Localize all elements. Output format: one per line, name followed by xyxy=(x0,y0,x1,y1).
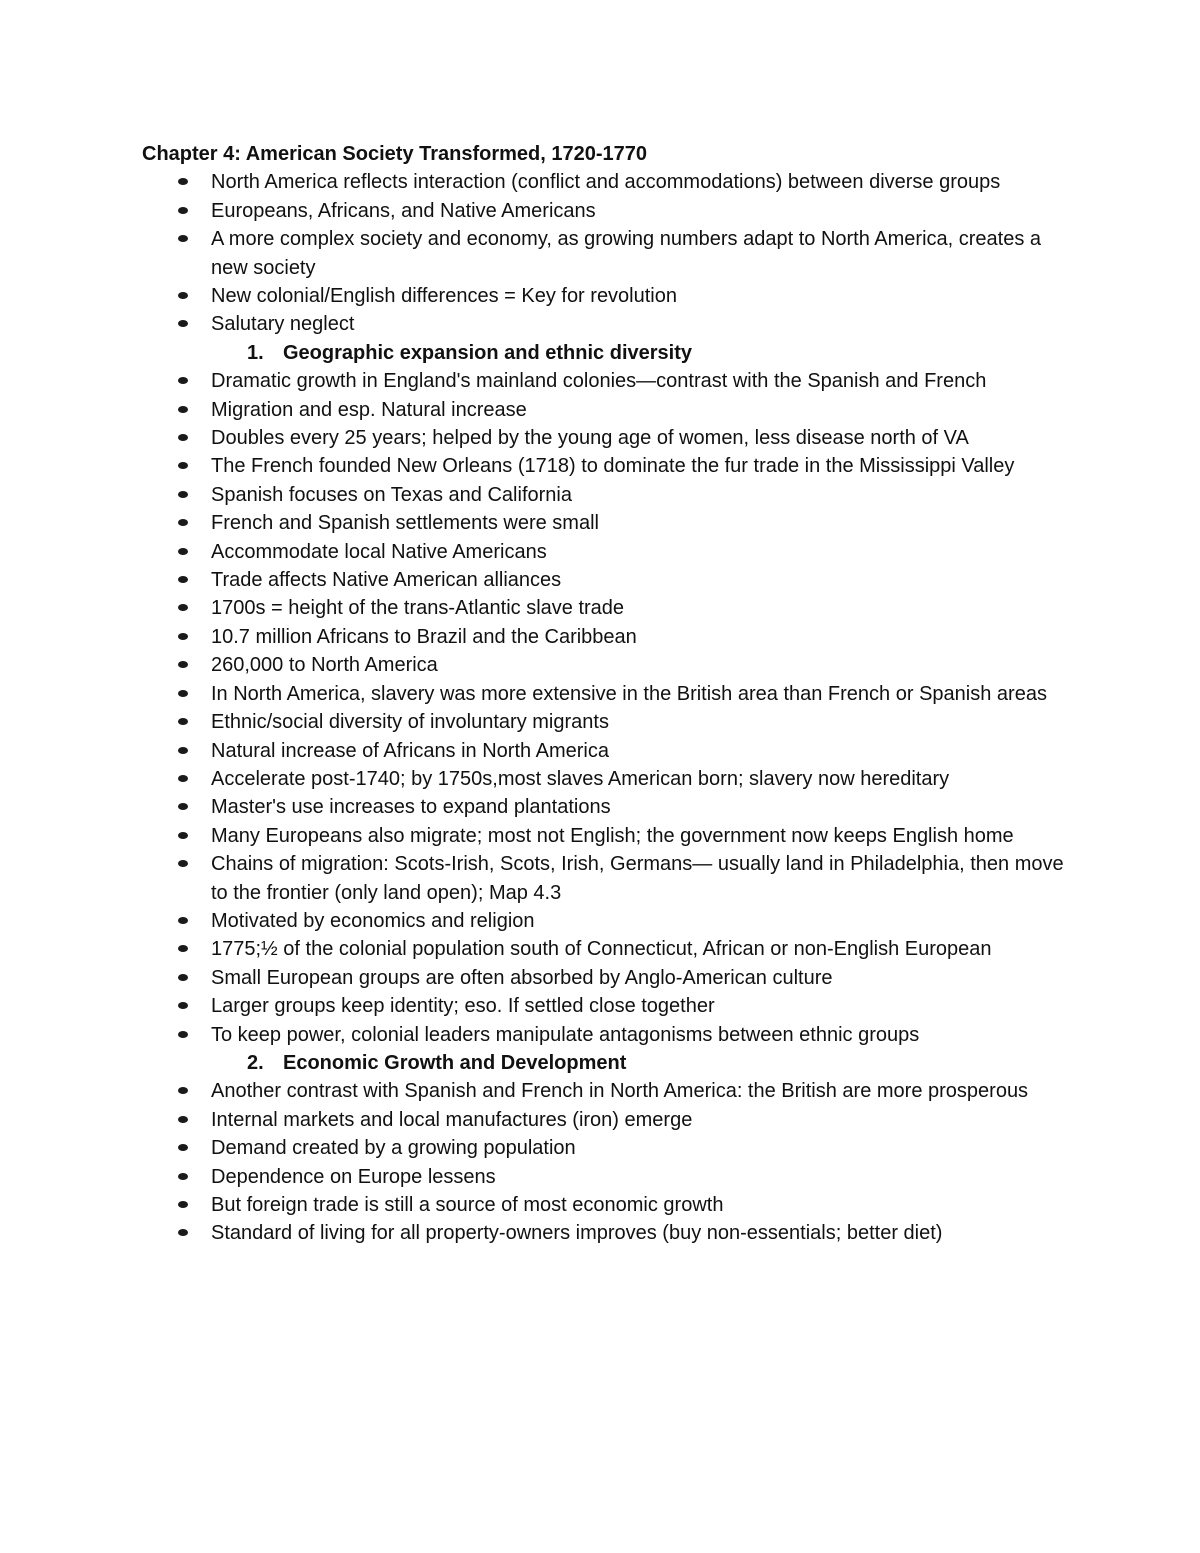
section-heading-1 xyxy=(142,339,1082,367)
bullet-text: A more complex society and economy, as growing numbers adapt to North America, creates a new society xyxy=(211,228,1042,279)
list-item xyxy=(142,623,1082,651)
list-item xyxy=(142,964,1082,992)
list-item xyxy=(142,651,1082,679)
bullet-icon xyxy=(178,1144,188,1151)
bullet-text: In North America, slavery was more extensive in the British area than French or Spanish areas xyxy=(211,682,1047,705)
section-number: 2. xyxy=(247,1051,264,1074)
list-item xyxy=(142,1191,1082,1219)
list-item xyxy=(142,1219,1082,1247)
bullet-icon xyxy=(178,207,188,214)
bullet-icon xyxy=(178,604,188,611)
section-heading-2 xyxy=(142,1049,1082,1077)
list-item xyxy=(142,708,1082,736)
list-item xyxy=(142,225,1082,282)
bullet-icon xyxy=(178,747,188,754)
bullet-text: To keep power, colonial leaders manipulate antagonisms between ethnic groups xyxy=(211,1023,920,1046)
bullet-text: Larger groups keep identity; eso. If settled close together xyxy=(211,995,715,1018)
bullet-text: Europeans, Africans, and Native Americans xyxy=(211,199,596,222)
bullet-icon xyxy=(178,519,188,526)
bullet-icon xyxy=(178,974,188,981)
bullet-text: Accommodate local Native Americans xyxy=(211,540,547,563)
bullet-icon xyxy=(178,320,188,327)
bullet-text: Demand created by a growing population xyxy=(211,1137,576,1160)
list-item xyxy=(142,310,1082,338)
list-item xyxy=(142,481,1082,509)
list-item xyxy=(142,566,1082,594)
bullet-text: Dependence on Europe lessens xyxy=(211,1165,496,1188)
bullet-icon xyxy=(178,718,188,725)
list-item xyxy=(142,1134,1082,1162)
bullet-text: Internal markets and local manufactures (iron) emerge xyxy=(211,1108,693,1131)
bullet-text: Many Europeans also migrate; most not English; the government now keeps English home xyxy=(211,824,1014,847)
list-item xyxy=(142,538,1082,566)
list-item xyxy=(142,509,1082,537)
bullet-text: Standard of living for all property-owners improves (buy non-essentials; better diet) xyxy=(211,1222,943,1245)
list-item xyxy=(142,1163,1082,1191)
bullet-icon xyxy=(178,1201,188,1208)
bullet-icon xyxy=(178,633,188,640)
bullet-icon xyxy=(178,235,188,242)
bullet-text: New colonial/English differences = Key for revolution xyxy=(211,285,677,308)
bullet-text: Doubles every 25 years; helped by the young age of women, less disease north of VA xyxy=(211,427,969,450)
list-item xyxy=(142,452,1082,480)
bullet-icon xyxy=(178,803,188,810)
bullet-text: Master's use increases to expand plantations xyxy=(211,796,611,819)
bullet-icon xyxy=(178,1087,188,1094)
bullet-text: Chains of migration: Scots-Irish, Scots, Irish, Germans— usually land in Philadelphia, then move to the frontier (only land open); Map 4.3 xyxy=(211,853,1064,904)
bullet-icon xyxy=(178,1173,188,1180)
bullet-icon xyxy=(178,860,188,867)
section-2-bullet-list xyxy=(142,1077,1082,1247)
bullet-text: 1775;½ of the colonial population south of Connecticut, African or non-English European xyxy=(211,938,992,961)
list-item xyxy=(142,793,1082,821)
bullet-icon xyxy=(178,377,188,384)
list-item xyxy=(142,992,1082,1020)
bullet-icon xyxy=(178,462,188,469)
bullet-icon xyxy=(178,917,188,924)
list-item xyxy=(142,282,1082,310)
bullet-text: North America reflects interaction (conflict and accommodations) between diverse groups xyxy=(211,171,1001,194)
section-number: 1. xyxy=(247,341,264,364)
bullet-icon xyxy=(178,178,188,185)
section-1-bullet-list xyxy=(142,367,1082,1049)
section-title: Economic Growth and Development xyxy=(283,1051,627,1074)
bullet-icon xyxy=(178,775,188,782)
list-item xyxy=(142,367,1082,395)
bullet-icon xyxy=(178,690,188,697)
bullet-text: Accelerate post-1740; by 1750s,most slaves American born; slavery now hereditary xyxy=(211,767,950,790)
bullet-icon xyxy=(178,491,188,498)
list-item xyxy=(142,765,1082,793)
bullet-text: Migration and esp. Natural increase xyxy=(211,398,527,421)
bullet-text: Natural increase of Africans in North America xyxy=(211,739,609,762)
bullet-text: 1700s = height of the trans-Atlantic slave trade xyxy=(211,597,625,620)
bullet-icon xyxy=(178,292,188,299)
bullet-icon xyxy=(178,406,188,413)
list-item xyxy=(142,907,1082,935)
bullet-text: But foreign trade is still a source of most economic growth xyxy=(211,1194,724,1217)
list-item xyxy=(142,197,1082,225)
list-item xyxy=(142,737,1082,765)
bullet-icon xyxy=(178,945,188,952)
bullet-icon xyxy=(178,1229,188,1236)
list-item xyxy=(142,1077,1082,1105)
bullet-text: French and Spanish settlements were small xyxy=(211,512,599,535)
list-item xyxy=(142,935,1082,963)
bullet-text: Salutary neglect xyxy=(211,313,355,336)
bullet-text: Spanish focuses on Texas and California xyxy=(211,483,572,506)
bullet-icon xyxy=(178,1116,188,1123)
bullet-icon xyxy=(178,1002,188,1009)
section-title: Geographic expansion and ethnic diversity xyxy=(283,341,692,364)
list-item xyxy=(142,680,1082,708)
list-item xyxy=(142,850,1082,907)
bullet-text: Another contrast with Spanish and French in North America: the British are more prosperous xyxy=(211,1080,1029,1103)
list-item xyxy=(142,396,1082,424)
list-item xyxy=(142,822,1082,850)
bullet-text: The French founded New Orleans (1718) to dominate the fur trade in the Mississippi Valley xyxy=(211,455,1015,478)
bullet-text: Trade affects Native American alliances xyxy=(211,569,562,592)
bullet-text: 10.7 million Africans to Brazil and the Caribbean xyxy=(211,625,637,648)
bullet-text: Ethnic/social diversity of involuntary migrants xyxy=(211,711,609,734)
bullet-icon xyxy=(178,434,188,441)
bullet-text: 260,000 to North America xyxy=(211,654,438,677)
bullet-icon xyxy=(178,661,188,668)
bullet-text: Motivated by economics and religion xyxy=(211,909,535,932)
bullet-icon xyxy=(178,576,188,583)
chapter-title: Chapter 4: American Society Transformed, 1720-1770 xyxy=(142,143,648,165)
bullet-icon xyxy=(178,1031,188,1038)
bullet-icon xyxy=(178,832,188,839)
bullet-text: Small European groups are often absorbed by Anglo-American culture xyxy=(211,966,833,989)
document-body xyxy=(142,140,1082,1248)
bullet-icon xyxy=(178,548,188,555)
list-item xyxy=(142,1106,1082,1134)
list-item xyxy=(142,168,1082,196)
bullet-text: Dramatic growth in England's mainland colonies—contrast with the Spanish and French xyxy=(211,370,987,393)
list-item xyxy=(142,594,1082,622)
list-item xyxy=(142,1021,1082,1049)
list-item xyxy=(142,424,1082,452)
intro-bullet-list xyxy=(142,168,1082,338)
